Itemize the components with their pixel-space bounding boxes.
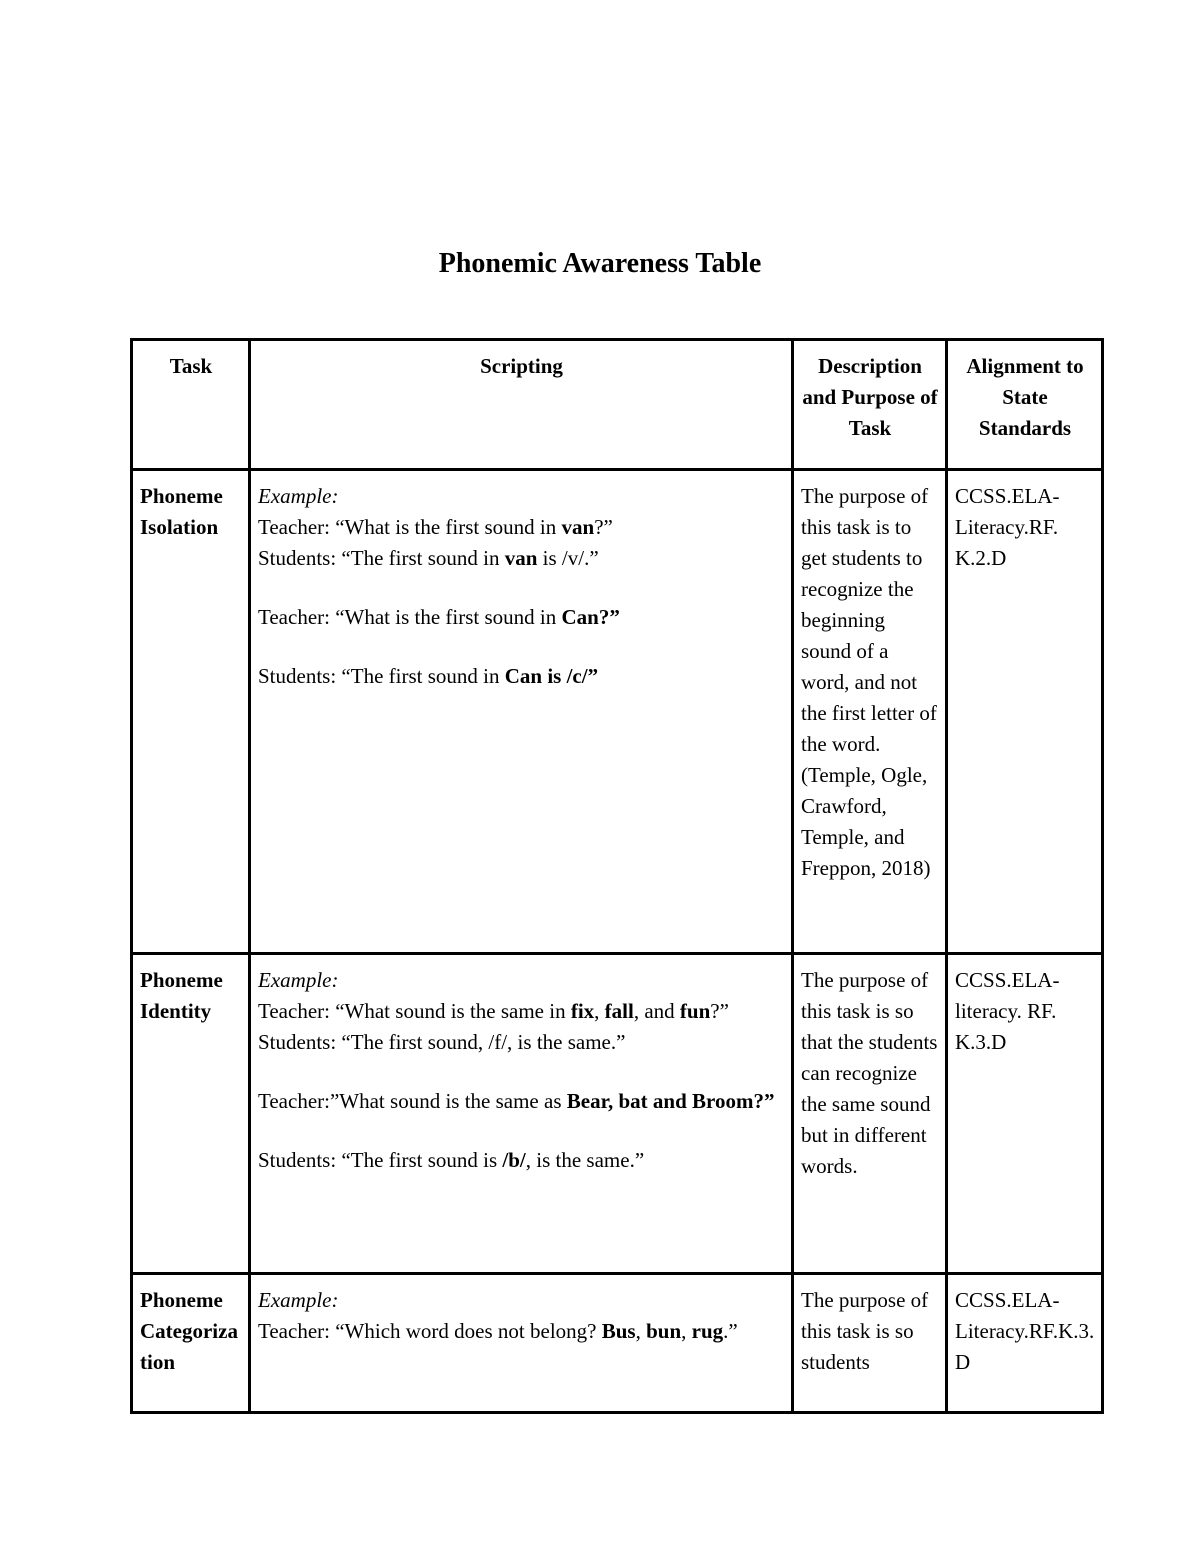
scripting-cell bbox=[250, 1274, 793, 1413]
table-row bbox=[132, 954, 1103, 1274]
example-label: Example: bbox=[258, 484, 339, 508]
page-title: Phonemic Awareness Table bbox=[438, 248, 762, 279]
teacher-line: Teacher: “What sound is the same in fix, fall, and fun?” bbox=[258, 999, 729, 1023]
phonemic-awareness-table bbox=[130, 338, 1104, 1414]
task-cell: Phoneme Identity bbox=[132, 954, 250, 1274]
description-cell: The purpose of this task is so students bbox=[793, 1274, 947, 1413]
scripting-cell bbox=[250, 470, 793, 954]
scripting-cell bbox=[250, 954, 793, 1274]
header-row bbox=[132, 340, 1103, 470]
students-line: Students: “The first sound, /f/, is the same.” bbox=[258, 1030, 626, 1054]
header-alignment: Alignment to State Standards bbox=[947, 340, 1103, 470]
students-line: Students: “The first sound in van is /v/.” bbox=[258, 546, 599, 570]
alignment-cell: CCSS.ELA-literacy. RF. K.3.D bbox=[947, 954, 1103, 1274]
example-label: Example: bbox=[258, 968, 339, 992]
teacher-line: Teacher: “What is the first sound in Can?” bbox=[258, 605, 620, 629]
table-row bbox=[132, 470, 1103, 954]
students-line: Students: “The first sound in Can is /c/” bbox=[258, 664, 599, 688]
alignment-cell: CCSS.ELA-Literacy.RF. K.2.D bbox=[947, 470, 1103, 954]
description-cell: The purpose of this task is to get students to recognize the beginning sound of a word, and not the first letter of the word. (Temple, Ogle, Crawford, Temple, and Freppon, 2018) bbox=[793, 470, 947, 954]
task-cell: Phoneme Categorization bbox=[132, 1274, 250, 1413]
example-label: Example: bbox=[258, 1288, 339, 1312]
teacher-line: Teacher:”What sound is the same as Bear, bat and Broom?” bbox=[258, 1089, 775, 1113]
alignment-cell: CCSS.ELA-Literacy.RF.K.3.D bbox=[947, 1274, 1103, 1413]
students-line: Students: “The first sound is /b/, is the same.” bbox=[258, 1148, 645, 1172]
teacher-line: Teacher: “What is the first sound in van?” bbox=[258, 515, 613, 539]
teacher-line: Teacher: “Which word does not belong? Bus, bun, rug.” bbox=[258, 1319, 738, 1343]
description-cell: The purpose of this task is so that the students can recognize the same sound but in different words. bbox=[793, 954, 947, 1274]
header-description: Description and Purpose of Task bbox=[793, 340, 947, 470]
header-scripting: Scripting bbox=[250, 340, 793, 470]
task-cell: Phoneme Isolation bbox=[132, 470, 250, 954]
table-row bbox=[132, 1274, 1103, 1413]
header-task: Task bbox=[132, 340, 250, 470]
